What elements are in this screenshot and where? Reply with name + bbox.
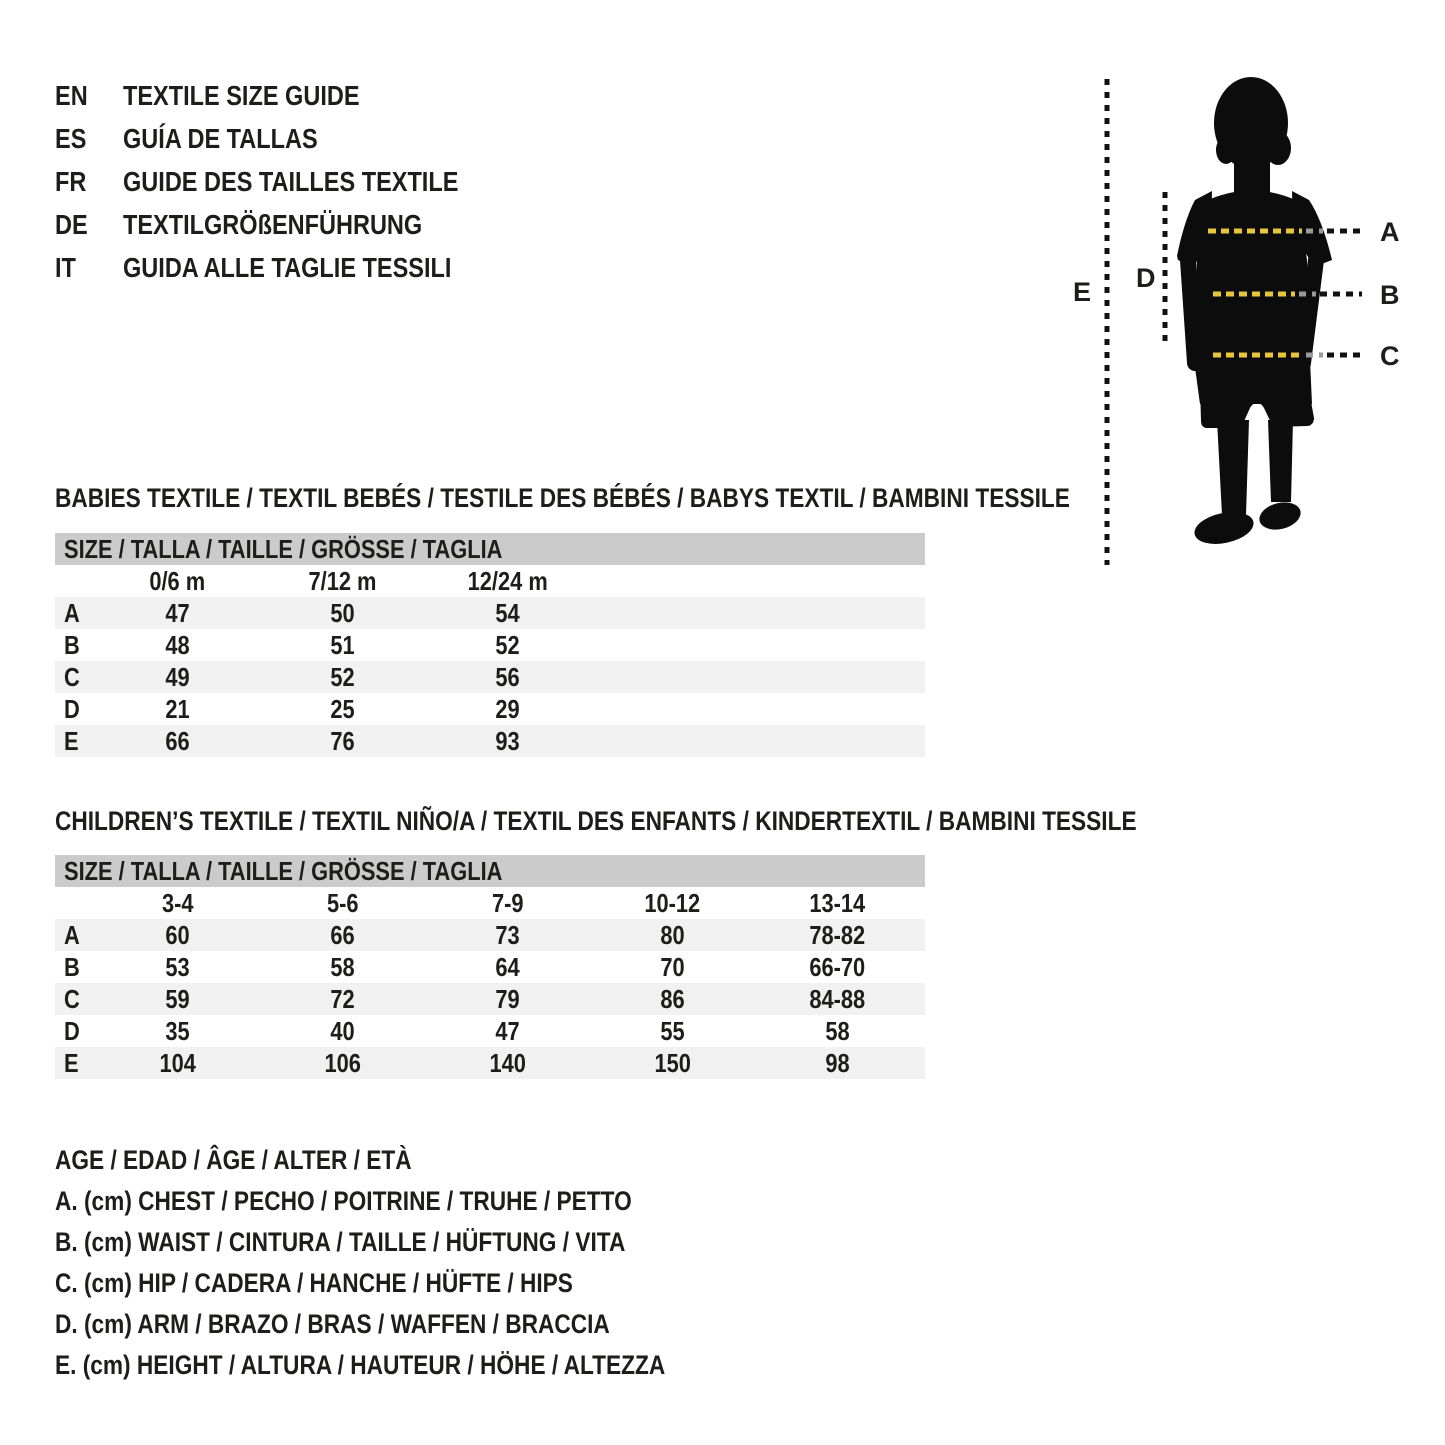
- legend-line-height: E. (cm) HEIGHT / ALTURA / HAUTEUR / HÖHE / ALTEZZA: [55, 1350, 666, 1380]
- value-cell: 64: [495, 951, 520, 982]
- column-header: 3-4: [161, 887, 194, 918]
- table-row-e: [55, 1047, 925, 1079]
- value-cell: 60: [165, 919, 190, 950]
- table-row-c: [55, 983, 925, 1015]
- children-size-table: [55, 855, 925, 1079]
- legend-line-arm: D. (cm) ARM / BRAZO / BRAS / WAFFEN / BRACCIA: [55, 1309, 610, 1339]
- lang-code: IT: [55, 251, 76, 283]
- babies-column-headers: [55, 565, 925, 597]
- children-column-headers: [55, 887, 925, 919]
- row-label: E: [64, 725, 79, 756]
- babies-section-title: BABIES TEXTILE / TEXTIL BEBÉS / TESTILE DES BÉBÉS / BABYS TEXTIL / BAMBINI TESSILE: [55, 483, 1070, 513]
- table-row-d: [55, 1015, 925, 1047]
- row-label: A: [64, 597, 80, 628]
- value-cell: 104: [159, 1047, 196, 1078]
- legend-line-chest: A. (cm) CHEST / PECHO / POITRINE / TRUHE / PETTO: [55, 1186, 632, 1216]
- value-cell: 150: [654, 1047, 691, 1078]
- lang-code: DE: [55, 208, 88, 240]
- row-label: A: [64, 919, 80, 950]
- value-cell: 40: [330, 1015, 355, 1046]
- value-cell: 106: [324, 1047, 361, 1078]
- row-label: B: [64, 951, 80, 982]
- value-cell: 51: [330, 629, 355, 660]
- value-cell: 78-82: [809, 919, 866, 950]
- value-cell: 93: [495, 725, 520, 756]
- lang-title: GUIDE DES TAILLES TEXTILE: [123, 165, 459, 197]
- lang-title: TEXTILGRÖßENFÜHRUNG: [123, 208, 423, 240]
- row-label: D: [64, 1015, 80, 1046]
- lang-title: GUIDA ALLE TAGLIE TESSILI: [123, 251, 452, 283]
- lang-row-de: [55, 203, 522, 246]
- value-cell: 21: [165, 693, 190, 724]
- table-row-c: [55, 661, 925, 693]
- value-cell: 52: [495, 629, 520, 660]
- children-section-title: CHILDREN’S TEXTILE / TEXTIL NIÑO/A / TEXTIL DES ENFANTS / KINDERTEXTIL / BAMBINI TESSILE: [55, 806, 1137, 836]
- table-row-b: [55, 629, 925, 661]
- lang-row-it: [55, 246, 522, 289]
- row-label: C: [64, 661, 80, 692]
- value-cell: 140: [489, 1047, 526, 1078]
- value-cell: 59: [165, 983, 190, 1014]
- value-cell: 29: [495, 693, 520, 724]
- value-cell: 54: [495, 597, 520, 628]
- measurement-label-e: E: [1073, 277, 1092, 307]
- column-header: 7-9: [491, 887, 524, 918]
- lang-code: FR: [55, 165, 87, 197]
- value-cell: 48: [165, 629, 190, 660]
- row-label: E: [64, 1047, 79, 1078]
- value-cell: 66: [165, 725, 190, 756]
- legend-line-hip: C. (cm) HIP / CADERA / HANCHE / HÜFTE / HIPS: [55, 1268, 573, 1298]
- legend-line-age: AGE / EDAD / ÂGE / ALTER / ETÀ: [55, 1145, 412, 1175]
- table-row-d: [55, 693, 925, 725]
- value-cell: 50: [330, 597, 355, 628]
- value-cell: 47: [495, 1015, 520, 1046]
- value-cell: 66-70: [809, 951, 866, 982]
- child-silhouette-illustration: [1040, 60, 1445, 600]
- value-cell: 72: [330, 983, 355, 1014]
- table-row-b: [55, 951, 925, 983]
- value-cell: 52: [330, 661, 355, 692]
- legend-line-waist: B. (cm) WAIST / CINTURA / TAILLE / HÜFTUNG / VITA: [55, 1227, 626, 1257]
- measurement-label-c: C: [1380, 341, 1400, 371]
- value-cell: 25: [330, 693, 355, 724]
- value-cell: 49: [165, 661, 190, 692]
- lang-row-en: [55, 74, 522, 117]
- value-cell: 80: [660, 919, 685, 950]
- row-label: B: [64, 629, 80, 660]
- column-header: 12/24 m: [467, 565, 548, 596]
- language-title-list: [55, 74, 522, 289]
- column-header: 10-12: [644, 887, 701, 918]
- measurement-label-d: D: [1136, 263, 1156, 293]
- value-cell: 58: [330, 951, 355, 982]
- measurement-legend: [55, 1140, 781, 1386]
- value-cell: 35: [165, 1015, 190, 1046]
- value-cell: 84-88: [809, 983, 866, 1014]
- lang-row-es: [55, 117, 522, 160]
- table-row-e: [55, 725, 925, 757]
- row-label: C: [64, 983, 80, 1014]
- row-label: D: [64, 693, 80, 724]
- column-header: 5-6: [326, 887, 359, 918]
- table-row-a: [55, 919, 925, 951]
- lang-title: TEXTILE SIZE GUIDE: [123, 79, 360, 111]
- column-header: 13-14: [809, 887, 866, 918]
- table-row-a: [55, 597, 925, 629]
- child-silhouette: [1177, 77, 1332, 549]
- babies-size-table: [55, 533, 925, 757]
- value-cell: 58: [825, 1015, 850, 1046]
- measurement-label-b: B: [1380, 280, 1400, 310]
- value-cell: 55: [660, 1015, 685, 1046]
- lang-title: GUÍA DE TALLAS: [123, 122, 318, 154]
- value-cell: 47: [165, 597, 190, 628]
- column-header: 7/12 m: [308, 565, 377, 596]
- measurement-label-a: A: [1380, 217, 1400, 247]
- children-size-header-bar: SIZE / TALLA / TAILLE / GRÖSSE / TAGLIA: [55, 855, 925, 887]
- value-cell: 76: [330, 725, 355, 756]
- value-cell: 98: [825, 1047, 850, 1078]
- value-cell: 56: [495, 661, 520, 692]
- lang-row-fr: [55, 160, 522, 203]
- value-cell: 70: [660, 951, 685, 982]
- lang-code: EN: [55, 79, 88, 111]
- value-cell: 73: [495, 919, 520, 950]
- babies-size-header-bar: SIZE / TALLA / TAILLE / GRÖSSE / TAGLIA: [55, 533, 925, 565]
- value-cell: 79: [495, 983, 520, 1014]
- value-cell: 66: [330, 919, 355, 950]
- column-header: 0/6 m: [149, 565, 206, 596]
- value-cell: 86: [660, 983, 685, 1014]
- value-cell: 53: [165, 951, 190, 982]
- lang-code: ES: [55, 122, 87, 154]
